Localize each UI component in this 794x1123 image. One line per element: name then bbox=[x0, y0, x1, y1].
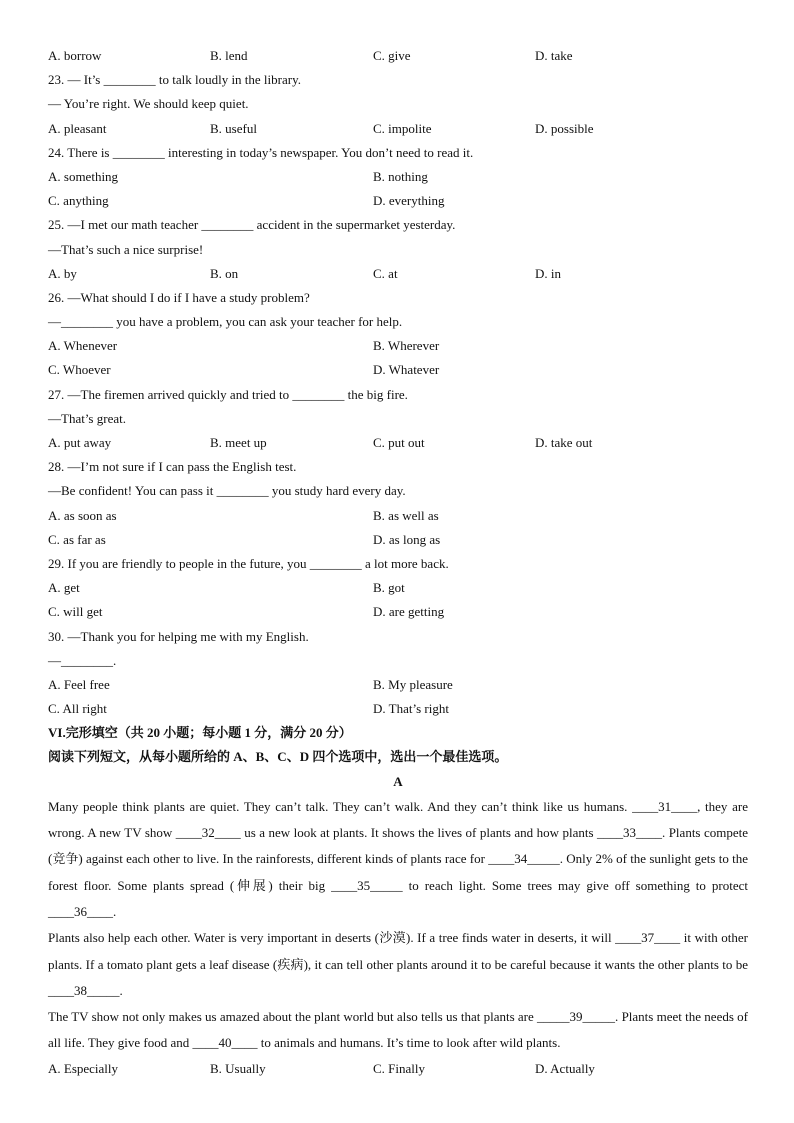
q28-stem: 28. —I’m not sure if I can pass the English test. bbox=[48, 459, 297, 475]
q30-reply: —________. bbox=[48, 652, 117, 668]
option-b: B. My pleasure bbox=[373, 676, 453, 692]
passage-paragraph-1: Many people think plants are quiet. They can’t talk. They can’t walk. And they can’t think like us humans. ____31____, they are wrong. A new TV show ____32____ us a new look at plants. It shows the lives of plants and how plants ____33____. Plants compete (竞争) against each other to live. In the rainforests, different kinds of plants race for ____34_____. Only 2% of the sunlight gets to the forest floor. Some plants spread (伸展) their big ____35_____ to reach light. Some trees may give off something to protect ____36____. bbox=[48, 798, 748, 919]
option-c: C. put out bbox=[373, 435, 425, 450]
q28-options-row1 bbox=[48, 504, 748, 528]
option-c: C. will get bbox=[48, 604, 103, 620]
q29-options-row1 bbox=[48, 576, 748, 600]
q27-reply: —That’s great. bbox=[48, 410, 126, 426]
option-c: C. Finally bbox=[373, 1060, 426, 1076]
q30-options-row2 bbox=[48, 697, 748, 721]
option-c: C. give bbox=[373, 48, 411, 63]
q25-options bbox=[48, 262, 748, 286]
q25-reply: —That’s such a nice surprise! bbox=[48, 241, 204, 257]
q26-stem: 26. —What should I do if I have a study problem? bbox=[48, 289, 310, 305]
q27-stem: 27. —The firemen arrived quickly and tried to ________ the big fire. bbox=[48, 386, 408, 402]
q28-options-row2 bbox=[48, 528, 748, 552]
option-b: B. nothing bbox=[373, 168, 428, 184]
option-d: D. possible bbox=[535, 120, 594, 136]
option-b: B. got bbox=[373, 580, 405, 596]
q24-stem: 24. There is ________ interesting in today’s newspaper. You don’t need to read it. bbox=[48, 144, 474, 160]
option-d: D. Actually bbox=[535, 1060, 595, 1076]
option-c: C. anything bbox=[48, 193, 109, 209]
option-a: A. Especially bbox=[48, 1060, 119, 1076]
q26-options-row1 bbox=[48, 334, 748, 358]
option-b: B. Usually bbox=[210, 1060, 266, 1076]
option-c: C. at bbox=[373, 265, 398, 281]
option-b: B. lend bbox=[210, 48, 248, 63]
passage-paragraph-2: Plants also help each other. Water is very important in deserts (沙漠). If a tree finds water in deserts, it will ____37____ it with other plants. If a tomato plant gets a leaf disease (疾病), it can tell other plants around it to be careful because it wants the other plants to be ____38_____. bbox=[48, 930, 748, 998]
option-a: A. put away bbox=[48, 435, 112, 450]
q26-options-row2 bbox=[48, 358, 748, 382]
option-a: A. something bbox=[48, 168, 119, 184]
q25-stem: 25. —I met our math teacher ________ accident in the supermarket yesterday. bbox=[48, 217, 456, 233]
option-d: D. in bbox=[535, 265, 561, 281]
option-b: B. Wherever bbox=[373, 338, 440, 354]
q22-options bbox=[48, 44, 748, 68]
q31-options bbox=[48, 1057, 748, 1081]
option-b: B. meet up bbox=[210, 435, 267, 450]
option-a: A. as soon as bbox=[48, 507, 117, 523]
q30-stem: 30. —Thank you for helping me with my English. bbox=[48, 628, 309, 644]
option-a: A. pleasant bbox=[48, 120, 107, 136]
q23-reply: — You’re right. We should keep quiet. bbox=[48, 96, 249, 112]
option-c: C. as far as bbox=[48, 531, 106, 547]
option-c: C. impolite bbox=[373, 120, 432, 136]
q27-options bbox=[48, 431, 748, 455]
passage-title: A bbox=[393, 773, 403, 789]
q23-stem: 23. — It’s ________ to talk loudly in the library. bbox=[48, 72, 301, 88]
option-a: A. borrow bbox=[48, 48, 102, 63]
q28-reply: —Be confident! You can pass it ________ you study hard every day. bbox=[48, 483, 406, 499]
option-d: D. take bbox=[535, 48, 573, 63]
option-a: A. Whenever bbox=[48, 338, 118, 354]
section-heading: VI.完形填空（共 20 小题；每小题 1 分，满分 20 分） bbox=[48, 725, 352, 741]
option-d: D. That’s right bbox=[373, 701, 449, 717]
section-instruction: 阅读下列短文，从每小题所给的 A、B、C、D 四个选项中，选出一个最佳选项。 bbox=[48, 749, 508, 765]
exam-page bbox=[48, 44, 748, 1081]
q24-options-row2 bbox=[48, 189, 748, 213]
option-b: B. on bbox=[210, 265, 239, 281]
option-d: D. are getting bbox=[373, 604, 445, 620]
option-c: C. All right bbox=[48, 701, 107, 717]
q30-options-row1 bbox=[48, 673, 748, 697]
option-d: D. take out bbox=[535, 435, 593, 450]
option-d: D. as long as bbox=[373, 531, 441, 547]
option-a: A. Feel free bbox=[48, 676, 110, 692]
option-a: A. by bbox=[48, 265, 77, 281]
q24-options-row1 bbox=[48, 165, 748, 189]
q23-options bbox=[48, 117, 748, 141]
option-b: B. as well as bbox=[373, 507, 439, 523]
q29-options-row2 bbox=[48, 600, 748, 624]
option-d: D. Whatever bbox=[373, 362, 440, 378]
q26-reply: —________ you have a problem, you can ask your teacher for help. bbox=[48, 314, 403, 330]
option-a: A. get bbox=[48, 580, 80, 596]
option-c: C. Whoever bbox=[48, 362, 111, 378]
option-d: D. everything bbox=[373, 193, 445, 209]
q29-stem: 29. If you are friendly to people in the future, you ________ a lot more back. bbox=[48, 555, 449, 571]
option-b: B. useful bbox=[210, 120, 257, 136]
passage-paragraph-3: The TV show not only makes us amazed about the plant world but also tells us that plants are _____39_____. Plants meet the needs of all life. They give food and ____40____ to animals and humans. It’s time to look after wild plants. bbox=[48, 1009, 748, 1051]
